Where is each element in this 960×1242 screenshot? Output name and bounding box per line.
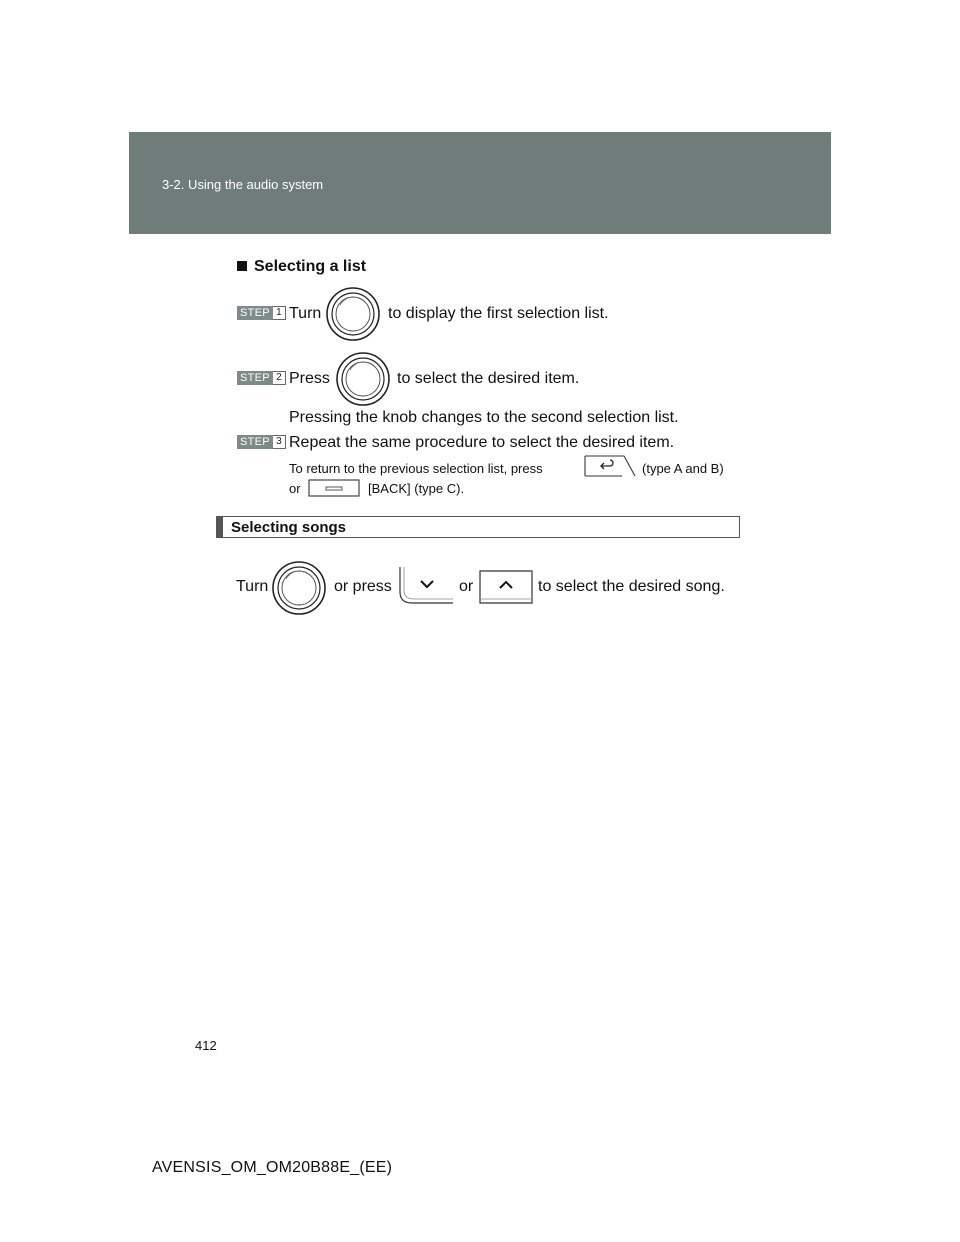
document-id: AVENSIS_OM_OM20B88E_(EE) (152, 1159, 393, 1176)
tune-knob-icon (336, 352, 390, 406)
back-c-button-icon (308, 479, 360, 497)
tune-knob-icon (272, 561, 326, 615)
songs-or-text: or (459, 578, 474, 595)
step-2-note: Pressing the knob changes to the second selection list. (289, 409, 679, 426)
note-text-3: or (289, 481, 301, 496)
songs-section-title: Selecting songs (231, 519, 347, 536)
songs-or-press-text: or press (334, 578, 392, 595)
tune-knob-icon (326, 287, 380, 341)
section-accent (217, 517, 223, 537)
list-heading-text: Selecting a list (254, 258, 367, 275)
step-3-text: Repeat the same procedure to select the desired item. (289, 434, 675, 451)
page-number: 412 (195, 1038, 217, 1053)
section-title: 3-2. Using the audio system (162, 177, 324, 192)
chapter-header (129, 132, 831, 234)
songs-turn-text: Turn (236, 578, 269, 595)
step-2-text-after: to select the desired item. (397, 370, 580, 387)
step-1-badge: STEP 1 (237, 306, 286, 320)
list-heading (237, 258, 366, 276)
songs-section-bar (216, 516, 740, 538)
songs-after-text: to select the desired song. (538, 578, 725, 595)
note-text-2: (type A and B) (642, 461, 724, 476)
step-3-badge: STEP 3 (237, 435, 286, 449)
step-2-text-before: Press (289, 370, 330, 387)
seek-down-button-icon (398, 566, 454, 604)
step-1-text-before: Turn (289, 305, 322, 322)
back-button-icon (584, 455, 636, 477)
step-1-text-after: to display the first selection list. (388, 305, 609, 322)
seek-up-button-icon (479, 570, 533, 604)
square-bullet-icon (237, 261, 247, 271)
note-text-1: To return to the previous selection list, press (289, 461, 543, 476)
step-2-badge: STEP 2 (237, 371, 286, 385)
note-text-4: [BACK] (type C). (368, 481, 465, 496)
